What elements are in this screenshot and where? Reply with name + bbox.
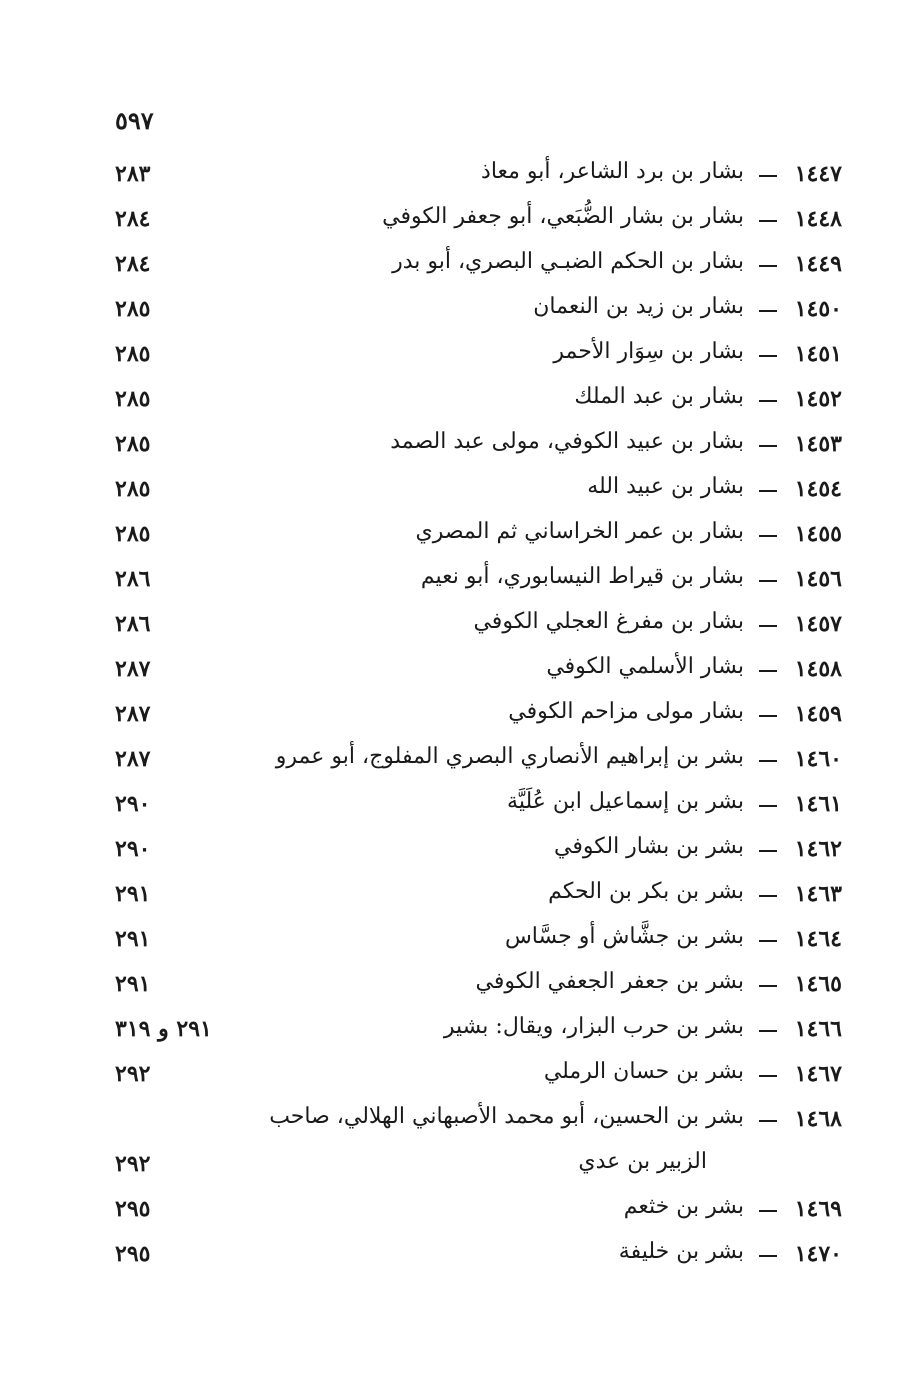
entry-name: بشار بن برد الشاعر، أبو معاذ [481,159,744,184]
entry-name: بشر بن جشَّاش أو جسَّاس [504,924,744,949]
entry-number: ١٤٧٠ [794,1241,842,1267]
entry-dash [759,490,777,492]
entry-dash [759,985,777,987]
entry-page-ref: ٢٩٢ [115,1151,151,1177]
entry-name: بشر بن حسان الرملي [543,1059,744,1084]
entry-page-ref: ٢٩٥ [115,1241,151,1267]
entry-number: ١٤٤٩ [794,251,842,277]
entry-number: ١٤٥٥ [794,521,842,547]
entry-name: بشار بن مفرغ العجلي الكوفي [473,609,744,634]
index-entry-row [0,605,922,650]
entry-number: ١٤٤٨ [794,206,842,232]
entry-number: ١٤٥٣ [794,431,842,457]
index-entry-row [0,740,922,785]
index-entry-row [0,920,922,965]
entry-page-ref: ٢٩١ [115,971,151,997]
entry-dash [759,1210,777,1212]
entry-page-ref: ٢٩٢ [115,1061,151,1087]
index-entry-row [0,1190,922,1235]
entry-dash [759,895,777,897]
entry-dash [759,445,777,447]
index-entry-row [0,425,922,470]
entry-number: ١٤٥٠ [794,296,842,322]
index-entry-row [0,290,922,335]
entry-dash [759,670,777,672]
entry-dash [759,625,777,627]
index-entry-row [0,515,922,560]
entry-page-ref: ٢٨٦ [115,611,151,637]
entry-number: ١٤٦٨ [794,1106,842,1132]
entry-page-ref: ٢٩١ [115,881,151,907]
entry-name: بشر بن الحسين، أبو محمد الأصبهاني الهلالي، صاحب [269,1104,744,1129]
entry-page-ref: ٢٨٤ [115,206,151,232]
entry-name: بشر بن بكر بن الحكم [548,879,744,904]
entry-page-ref: ٢٨٧ [115,701,151,727]
index-entry-row [0,560,922,605]
index-entry-row [0,1100,922,1145]
entry-dash [759,1075,777,1077]
entry-name: بشار مولى مزاحم الكوفي [508,699,744,724]
index-entry-row [0,1055,922,1100]
entry-number: ١٤٦٠ [794,746,842,772]
entry-dash [759,400,777,402]
entry-dash [759,355,777,357]
index-entry-row [0,1235,922,1280]
entry-dash [759,1030,777,1032]
index-entry-row [0,875,922,920]
entry-name: بشر بن بشار الكوفي [554,834,744,859]
entry-dash [759,940,777,942]
entry-page-ref: ٢٩١ [115,926,151,952]
entry-name: بشار بن سِوَار الأحمر [553,339,744,364]
entry-number: ١٤٥١ [794,341,842,367]
entry-name: بشر بن حرب البزار، ويقال: بشير [443,1014,744,1039]
entry-page-ref: ٢٩١ و ٣١٩ [115,1016,212,1042]
entry-page-ref: ٢٩٥ [115,1196,151,1222]
entry-dash [759,580,777,582]
entry-name: بشر بن إسماعيل ابن عُلَيَّة [507,789,744,814]
index-entry-row [0,1010,922,1055]
entry-dash [759,850,777,852]
entry-dash [759,1255,777,1257]
entry-dash [759,1120,777,1122]
entry-name: بشار بن عمر الخراساني ثم المصري [415,519,744,544]
index-entry-row [0,695,922,740]
entry-name: بشار بن قيراط النيسابوري، أبو نعيم [420,564,744,589]
index-entry-row [0,965,922,1010]
entry-number: ١٤٦٩ [794,1196,842,1222]
entry-dash [759,220,777,222]
entry-name: بشار بن عبيد الكوفي، مولى عبد الصمد [390,429,744,454]
entry-number: ١٤٦٤ [794,926,842,952]
entry-number: ١٤٦٥ [794,971,842,997]
entry-page-ref: ٢٨٥ [115,386,151,412]
entry-dash [759,760,777,762]
entry-number: ١٤٥٧ [794,611,842,637]
index-entry-row [0,380,922,425]
entry-dash [759,310,777,312]
entry-dash [759,715,777,717]
entry-number: ١٤٥٢ [794,386,842,412]
entry-number: ١٤٤٧ [794,161,842,187]
index-entry-row [0,470,922,515]
entry-name: بشار بن عبد الملك [574,384,744,409]
entry-number: ١٤٦١ [794,791,842,817]
entry-name: بشر بن جعفر الجعفي الكوفي [475,969,744,994]
entry-number: ١٤٦٣ [794,881,842,907]
entry-name: بشار بن زيد بن النعمان [533,294,744,319]
index-entry-row [0,785,922,830]
entry-name: الزبير بن عدي [578,1149,707,1174]
entry-number: ١٤٦٢ [794,836,842,862]
entry-name: بشر بن خثعم [623,1194,744,1219]
index-entry-row [0,335,922,380]
index-entry-row [0,200,922,245]
entry-number: ١٤٥٨ [794,656,842,682]
entry-page-ref: ٢٩٠ [115,836,151,862]
entry-dash [759,535,777,537]
entry-page-ref: ٢٨٥ [115,521,151,547]
entry-number: ١٤٥٩ [794,701,842,727]
index-entry-row [0,155,922,200]
entry-dash [759,265,777,267]
entry-page-ref: ٢٨٥ [115,431,151,457]
entry-page-ref: ٢٨٦ [115,566,151,592]
page-number: ٥٩٧ [115,106,154,135]
entry-name: بشر بن خليفة [618,1239,744,1264]
entry-number: ١٤٥٦ [794,566,842,592]
entry-page-ref: ٢٨٧ [115,746,151,772]
entry-name: بشار الأسلمي الكوفي [546,654,744,679]
entry-number: ١٤٦٦ [794,1016,842,1042]
index-entry-row [0,830,922,875]
entry-number: ١٤٦٧ [794,1061,842,1087]
entry-page-ref: ٢٨٥ [115,341,151,367]
entry-name: بشار بن عبيد الله [587,474,744,499]
entry-dash [759,175,777,177]
entry-dash [759,805,777,807]
entry-name: بشر بن إبراهيم الأنصاري البصري المفلوج، أبو عمرو [275,744,744,769]
index-entries-list [0,155,922,1280]
entry-page-ref: ٢٩٠ [115,791,151,817]
entry-number: ١٤٥٤ [794,476,842,502]
index-entry-row [0,1145,922,1190]
entry-page-ref: ٢٨٧ [115,656,151,682]
index-entry-row [0,245,922,290]
entry-name: بشار بن بشار الضُّبَعي، أبو جعفر الكوفي [382,204,744,229]
entry-page-ref: ٢٨٥ [115,476,151,502]
entry-page-ref: ٢٨٤ [115,251,151,277]
index-entry-row [0,650,922,695]
entry-name: بشار بن الحكم الضبـي البصري، أبو بدر [392,249,744,274]
entry-page-ref: ٢٨٣ [115,161,151,187]
entry-page-ref: ٢٨٥ [115,296,151,322]
